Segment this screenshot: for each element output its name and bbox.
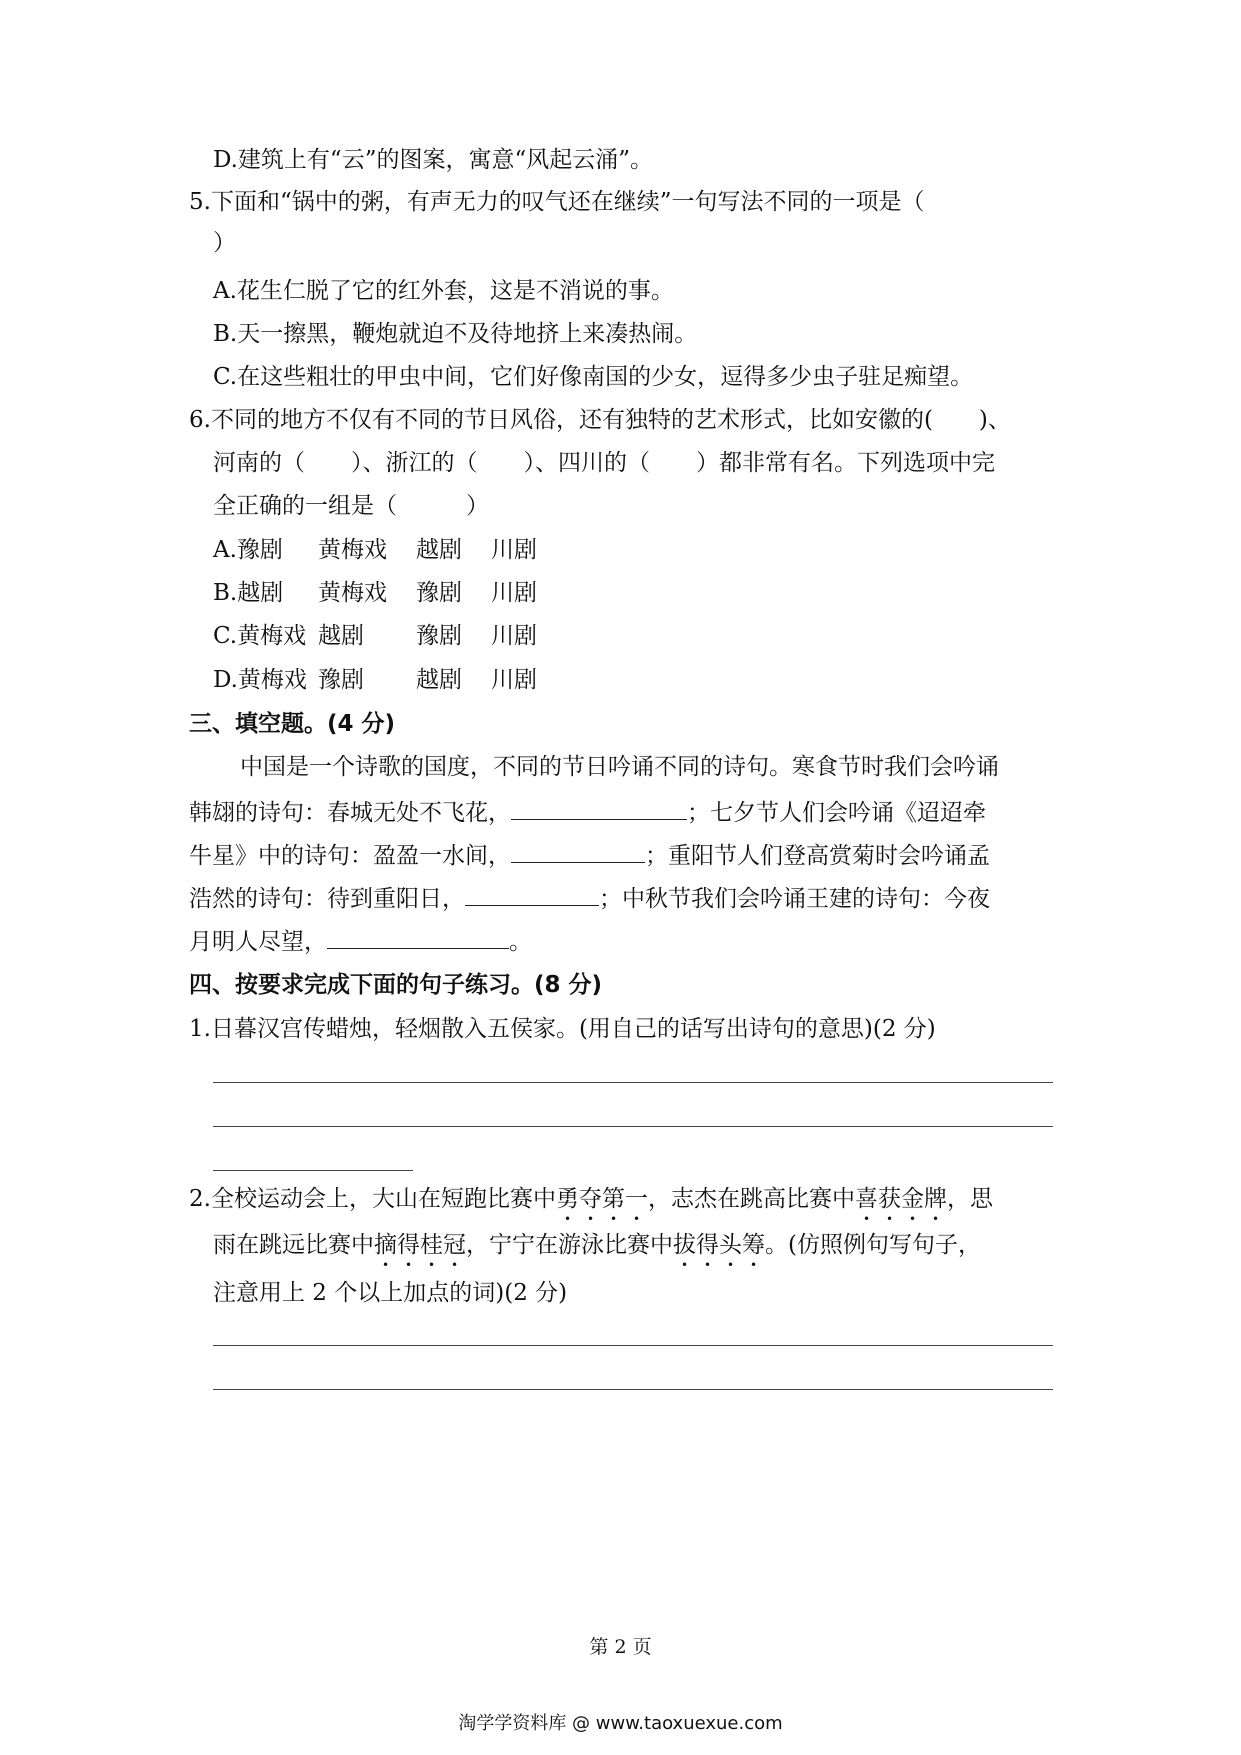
section3-text-4a: 浩然的诗句：待到重阳日， [189,886,465,912]
poem-blank-1[interactable] [511,797,687,820]
q6-option-a-label: A.豫剧 [213,537,283,563]
q5-stem-cont: ） [213,230,236,256]
q6-option-c-d: 川剧 [491,623,537,649]
q6-option-d [213,665,537,695]
dotted-word-4: 拔得头筹 [673,1232,765,1258]
q6-option-a-c: 越剧 [416,537,462,563]
q6-option-a-d: 川剧 [491,537,537,563]
q5-stem: 5.下面和“锅中的粥，有声无力的叹气还在继续”一句写法不同的一项是（ [189,189,925,215]
q2-text-b: ，志杰在跳高比赛中 [647,1186,855,1212]
poem-blank-2[interactable] [511,840,645,863]
q2-text-d: 雨在跳远比赛中 [213,1232,374,1258]
q6-option-d-c: 越剧 [416,667,462,693]
q6-option-c [213,621,537,651]
q6-option-a [213,535,537,565]
poem-blank-3[interactable] [465,883,599,906]
dotted-word-2: 喜获金牌 [854,1186,947,1212]
section3-text-5a: 月明人尽望， [189,929,327,955]
section4-q2-line1 [189,1184,993,1226]
dotted-word-1: 勇夺第一 [555,1186,648,1212]
q6-option-c-label: C.黄梅戏 [213,623,307,649]
answer-line[interactable] [213,1345,1053,1346]
q6-option-d-d: 川剧 [491,667,537,693]
section3-para-5 [189,926,532,957]
section3-para-3 [189,840,990,871]
dotted-word-3: 摘得桂冠 [374,1232,466,1258]
section3-para-2 [189,797,986,828]
q2-text-a: 2.全校运动会上，大山在短跑比赛中 [189,1186,556,1212]
q6-option-a-b: 黄梅戏 [318,537,387,563]
section4-q2-line3: 注意用上 2 个以上加点的词)(2 分) [213,1280,568,1306]
section3-text-2a: 韩翃的诗句：春城无处不飞花， [189,800,511,826]
poem-blank-4[interactable] [327,926,509,949]
section3-text-4b: ；中秋节我们会吟诵王建的诗句：今夜 [599,886,990,912]
answer-line[interactable] [213,1082,1053,1083]
q6-stem-3: 全正确的一组是（ ） [213,493,489,519]
q6-option-d-b: 豫剧 [318,667,364,693]
q6-stem-1: 6.不同的地方不仅有不同的节日风俗，还有独特的艺术形式，比如安徽的( )、 [189,407,1011,433]
q6-option-b-label: B.越剧 [213,580,284,606]
q6-option-c-b: 越剧 [318,623,364,649]
q6-option-b-b: 黄梅戏 [318,580,387,606]
q6-option-b [213,578,537,608]
q5-option-b: B.天一擦黑，鞭炮就迫不及待地挤上来凑热闹。 [213,321,698,347]
q2-text-f: 。(仿照例句写句子， [765,1232,981,1258]
q2-text-c: ，思 [946,1186,993,1212]
q2-text-e: ，宁宁在游泳比赛中 [466,1232,673,1258]
section3-title: 三、填空题。(4 分) [189,711,396,737]
answer-line[interactable] [213,1389,1053,1390]
section3-text-5b: 。 [509,929,532,955]
section3-text-3b: ；重阳节人们登高赏菊时会吟诵孟 [645,843,990,869]
q4-option-d: D.建筑上有“云”的图案，寓意“风起云涌”。 [213,147,653,173]
q6-option-b-c: 豫剧 [416,580,462,606]
section4-q1: 1.日暮汉宫传蜡烛，轻烟散入五侯家。(用自己的话写出诗句的意思)(2 分) [189,1016,936,1042]
section4-title: 四、按要求完成下面的句子练习。(8 分) [189,972,603,998]
section3-text-3a: 牛星》中的诗句：盈盈一水间， [189,843,511,869]
q6-option-b-d: 川剧 [491,580,537,606]
section4-q2-line2 [213,1230,981,1272]
answer-line[interactable] [213,1170,413,1171]
q6-option-c-c: 豫剧 [416,623,462,649]
q6-stem-2: 河南的（ ）、浙江的（ ）、四川的（ ）都非常有名。下列选项中完 [213,450,995,476]
site-watermark: 淘学学资料库 @ www.taoxuexue.com [458,1713,783,1734]
page-number: 第 2 页 [589,1636,652,1658]
q6-option-d-label: D.黄梅戏 [213,667,307,693]
section3-para-1: 中国是一个诗歌的国度，不同的节日吟诵不同的诗句。寒食节时我们会吟诵 [240,754,999,780]
section3-text-2b: ；七夕节人们会吟诵《迢迢牵 [687,800,986,826]
section3-para-4 [189,883,990,914]
q5-option-a: A.花生仁脱了它的红外套，这是不消说的事。 [213,278,674,304]
q5-option-c: C.在这些粗壮的甲虫中间，它们好像南国的少女，逗得多少虫子驻足痴望。 [213,364,974,390]
answer-line[interactable] [213,1126,1053,1127]
